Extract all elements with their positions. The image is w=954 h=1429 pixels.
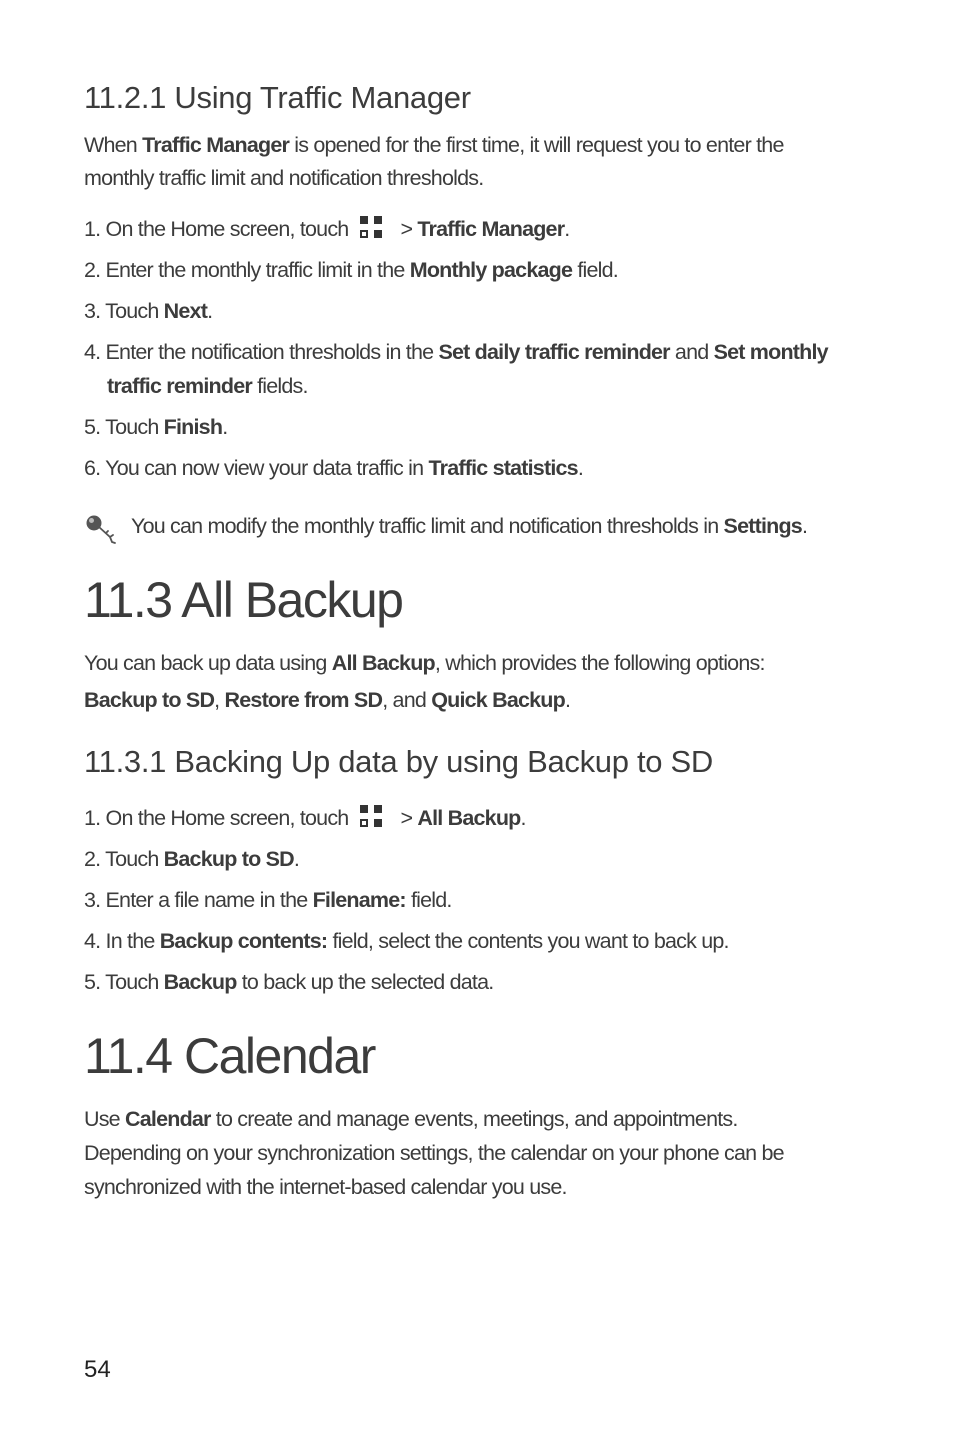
text: , (214, 688, 225, 712)
text: , and (382, 688, 432, 712)
step-4-continued (107, 370, 308, 403)
text: You can back up data using (84, 651, 332, 675)
step-text: and (669, 340, 714, 364)
bold-text: Backup (163, 970, 237, 994)
backup-step-2 (84, 843, 299, 876)
apps-icon (360, 216, 390, 240)
calendar-line-3: synchronized with the internet-based calendar you use. (84, 1175, 567, 1199)
intro-line-2: monthly traffic limit and notification thresholds. (84, 166, 484, 190)
step-text: . (207, 299, 213, 323)
bold-text: Set monthly (713, 340, 828, 364)
tip-icon (84, 512, 120, 546)
bold-text: Quick Backup (431, 688, 565, 712)
step-4 (84, 336, 828, 369)
text: is opened for the first time, it will request you to enter the (289, 133, 784, 157)
step-text: Enter the notification thresholds in the (105, 340, 439, 364)
step-text: Enter a file name in the (105, 888, 313, 912)
tip-text (131, 510, 807, 543)
page-number: 54 (84, 1356, 111, 1383)
bold-text: Calendar (125, 1107, 211, 1131)
step-text: In the (105, 929, 160, 953)
step-text: Enter the monthly traffic limit in the (105, 258, 410, 282)
text: to create and manage events, meetings, and appointments. (210, 1107, 738, 1131)
step-text: field. (405, 888, 452, 912)
apps-icon (360, 805, 390, 829)
step-text: . (222, 415, 228, 439)
text: . (801, 514, 808, 538)
bold-text: Settings (723, 514, 802, 538)
section-heading-11-3-1: 11.3.1 Backing Up data by using Backup to SD (84, 744, 714, 779)
step-text: > (400, 806, 418, 830)
text: , which provides the following options: (434, 651, 765, 675)
backup-intro-line-1 (84, 647, 765, 680)
step-text: field, select the contents you want to back up. (327, 929, 729, 953)
step-text: Touch (105, 415, 164, 439)
step-text: . (520, 806, 526, 830)
text: Use (84, 1107, 126, 1131)
bold-text: All Backup (331, 651, 435, 675)
backup-step-4 (84, 925, 729, 958)
text: . (564, 688, 571, 712)
bold-text: All Backup (417, 806, 521, 830)
step-text: Touch (105, 847, 164, 871)
text: When (84, 133, 143, 157)
bold-text: Backup contents: (159, 929, 328, 953)
step-text: . (577, 456, 583, 480)
backup-step-3 (84, 884, 452, 917)
bold-text: Filename: (312, 888, 406, 912)
step-1 (84, 213, 569, 246)
step-text: On the Home screen, touch (105, 806, 349, 830)
bold-text: Set daily traffic reminder (438, 340, 670, 364)
step-text: On the Home screen, touch (105, 217, 349, 241)
bold-text: Restore from SD (224, 688, 383, 712)
step-number: 1. (84, 217, 106, 241)
bold-text: traffic reminder (107, 374, 252, 398)
bold-text: Traffic Manager (142, 133, 290, 157)
section-heading-11-2-1: 11.2.1 Using Traffic Manager (84, 80, 471, 115)
step-text: fields. (251, 374, 308, 398)
calendar-line-1 (84, 1103, 738, 1136)
bold-text: Traffic Manager (417, 217, 565, 241)
bold-text: Monthly package (409, 258, 573, 282)
step-number: 1. (84, 806, 106, 830)
bold-text: Backup to SD (84, 688, 215, 712)
step-6 (84, 452, 583, 485)
step-number: 3. (84, 299, 106, 323)
intro-line-1 (84, 129, 784, 162)
step-text: . (564, 217, 570, 241)
step-text: Touch (105, 299, 164, 323)
step-text: > (400, 217, 418, 241)
step-text: You can now view your data traffic in (105, 456, 429, 480)
step-3 (84, 295, 212, 328)
step-text: . (293, 847, 300, 871)
section-heading-11-3: 11.3 All Backup (84, 572, 403, 628)
calendar-line-2: Depending on your synchronization settings, the calendar on your phone can be (84, 1141, 784, 1165)
step-text: field. (572, 258, 618, 282)
step-number: 4. (84, 929, 106, 953)
section-heading-11-4: 11.4 Calendar (84, 1028, 375, 1084)
bold-text: Next (163, 299, 208, 323)
backup-intro-line-2 (84, 684, 570, 717)
backup-step-1 (84, 802, 526, 835)
step-number: 2. (84, 258, 106, 282)
backup-step-5 (84, 966, 493, 999)
bold-text: Traffic statistics (428, 456, 578, 480)
step-2 (84, 254, 618, 287)
bold-text: Backup to SD (163, 847, 294, 871)
step-text: Touch (105, 970, 164, 994)
step-text: to back up the selected data. (236, 970, 494, 994)
step-number: 6. (84, 456, 106, 480)
step-number: 2. (84, 847, 106, 871)
step-number: 4. (84, 340, 106, 364)
step-number: 3. (84, 888, 106, 912)
step-number: 5. (84, 415, 106, 439)
bold-text: Finish (163, 415, 223, 439)
step-number: 5. (84, 970, 106, 994)
text: You can modify the monthly traffic limit and notification thresholds in (131, 514, 724, 538)
step-5 (84, 411, 227, 444)
